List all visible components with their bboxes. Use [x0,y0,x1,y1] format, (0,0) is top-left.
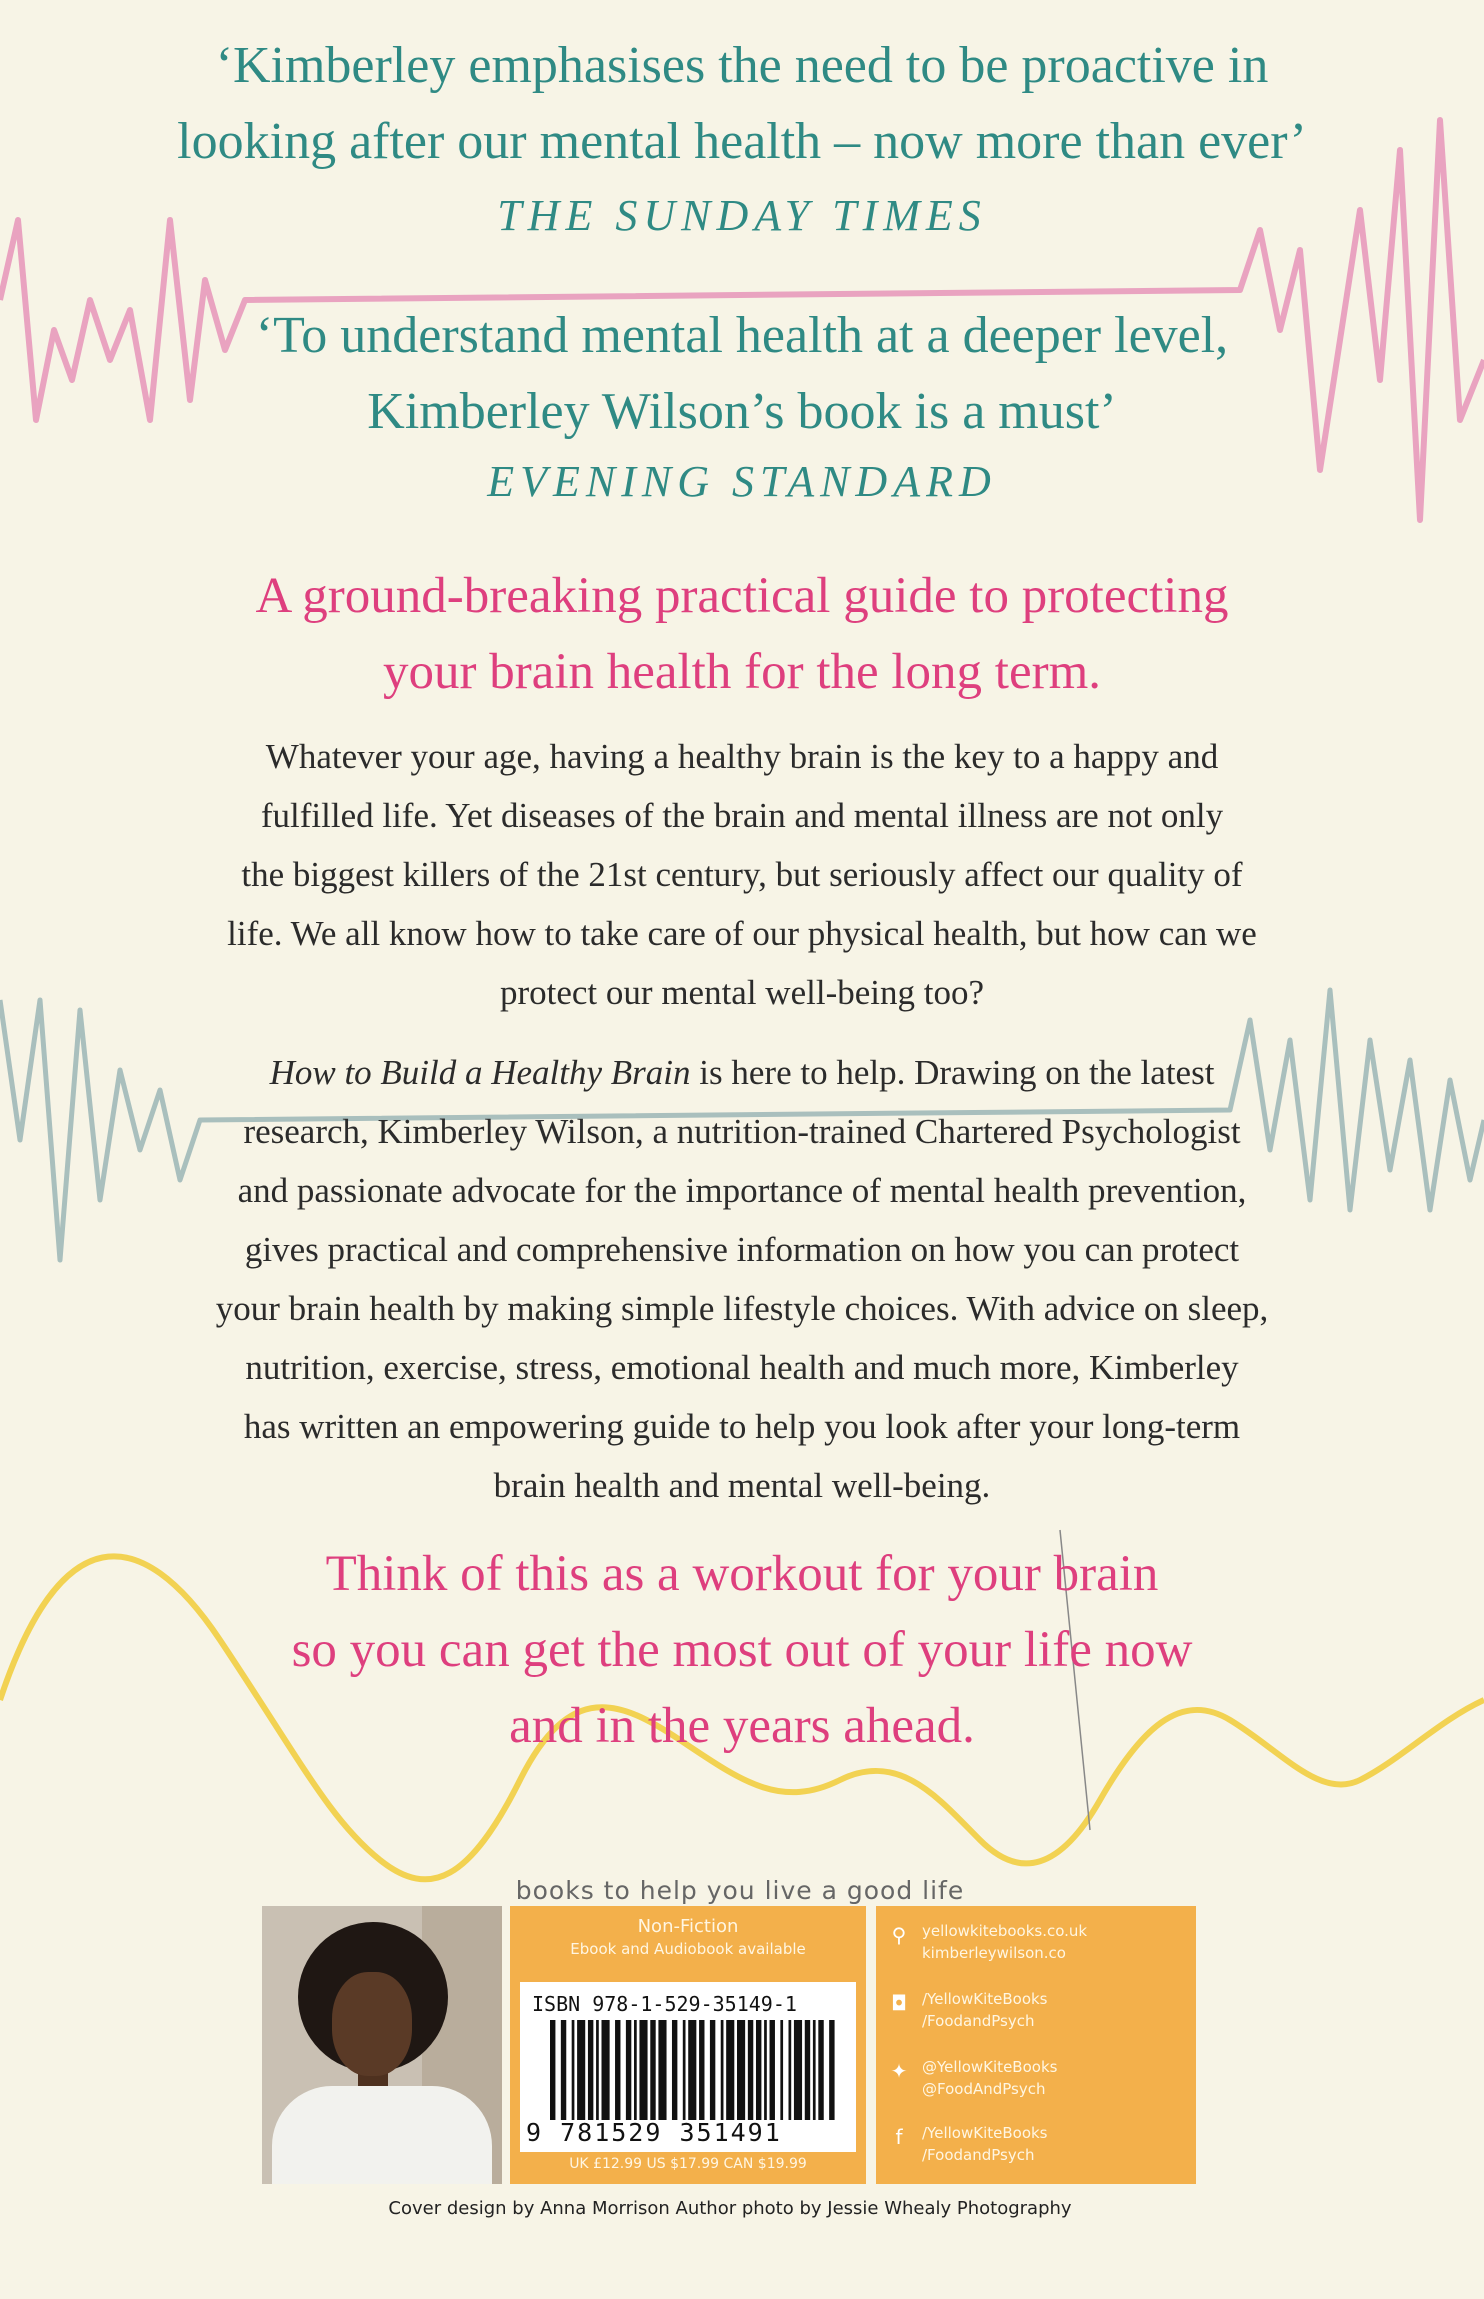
paragraph-1-line-5: protect our mental well-being too? [499,973,984,1012]
paragraph-1-line-1: Whatever your age, having a healthy brain is the key to a happy and [265,737,1219,776]
barcode-bar [726,2020,734,2120]
paragraph-2-line-5: your brain health by making simple lifestyle choices. With advice on sleep, [215,1289,1269,1328]
price-line: UK £12.99 US $17.99 CAN $19.99 [569,2156,807,2172]
barcode-bar [550,2020,555,2120]
barcode-bar [813,2020,816,2120]
barcode-bar [650,2020,655,2120]
barcode-bar [639,2020,647,2120]
author-photo [262,1906,502,2184]
closing-line-1: Think of this as a workout for your brain [325,1546,1159,1602]
paragraph-2-line-2: research, Kimberley Wilson, a nutrition-trained Chartered Psychologist [243,1112,1241,1151]
closing-line-2: so you can get the most out of your life now [291,1622,1193,1678]
headline-line-1: A ground-breaking practical guide to protecting [255,568,1229,624]
paragraph-1-line-2: fulfilled life. Yet diseases of the brain and mental illness are not only [260,796,1224,835]
barcode-bar [780,2020,783,2120]
quote-source-sunday-times: THE SUNDAY TIMES [497,191,987,240]
social-row-instagram [888,1988,1188,2044]
paragraph-2-line-1-rest: is here to help. Drawing on the latest [690,1053,1215,1092]
facebook-icon: f [895,2125,903,2149]
paragraph-2-line-8: brain health and mental well-being. [493,1466,991,1505]
barcode-bar [748,2020,753,2120]
paragraph-2-line-3: and passionate advocate for the importance of mental health prevention, [237,1171,1247,1210]
category-label: Non-Fiction [637,1916,739,1937]
instagram-icon: ◘ [891,1991,907,2015]
quote-evening-standard-line-2: Kimberley Wilson’s book is a must’ [367,383,1117,440]
isbn-panel [510,1906,866,2184]
barcode-bar [588,2020,593,2120]
barcode-bar [634,2020,637,2120]
barcode-bar [658,2020,666,2120]
barcode-bar [577,2020,585,2120]
barcode-bar [561,2020,566,2120]
barcode-bar [805,2020,810,2120]
barcode-bar [818,2020,823,2120]
twitter-handle-2[interactable]: @FoodAndPsych [922,2080,1046,2098]
barcode-bar [794,2020,802,2120]
barcode-bar [789,2020,792,2120]
barcode-bar [572,2020,575,2120]
facebook-handle-1[interactable]: /YellowKiteBooks [922,2124,1048,2142]
barcode-bar [615,2020,620,2120]
photo-shirt [272,2086,492,2184]
closing-line-3: and in the years ahead. [509,1698,975,1754]
quote-sunday-times-line-2: looking after our mental health – now more than ever’ [177,113,1307,170]
barcode-bar [770,2020,775,2120]
barcode-bar [596,2020,599,2120]
cover-credits: Cover design by Anna Morrison Author photo by Jessie Whealy Photography [388,2198,1072,2219]
social-row-facebook [888,2122,1188,2178]
social-row-website [888,1920,1188,1976]
barcode-bar [672,2020,677,2120]
paragraph-2-line-4: gives practical and comprehensive information on how you can protect [244,1230,1240,1269]
facebook-handle-2[interactable]: /FoodandPsych [922,2146,1035,2164]
paragraph-1-line-3: the biggest killers of the 21st century, but seriously affect our quality of [241,855,1243,894]
barcode-bar [710,2020,715,2120]
barcode-bar [688,2020,696,2120]
barcode-bar [602,2020,610,2120]
paragraph-2-line-6: nutrition, exercise, stress, emotional health and much more, Kimberley [245,1348,1239,1387]
social-row-twitter [888,2056,1188,2112]
barcode-bar [737,2020,745,2120]
headline-line-2: your brain health for the long term. [382,644,1102,700]
twitter-icon: ✦ [890,2059,908,2083]
barcode-bar [699,2020,704,2120]
quote-source-evening-standard: EVENING STANDARD [487,457,997,506]
barcode-bar [764,2020,767,2120]
paragraph-2-line-7: has written an empowering guide to help you look after your long-term [243,1407,1241,1446]
barcode-bar [626,2020,631,2120]
barcode-bar [683,2020,686,2120]
photo-face [332,1972,412,2076]
barcode [550,2020,840,2120]
quote-evening-standard-line-1: ‘To understand mental health at a deeper level, [255,307,1229,364]
location-icon: ⚲ [891,1923,907,1947]
instagram-handle-2[interactable]: /FoodandPsych [922,2012,1035,2030]
paragraph-1-line-4: life. We all know how to take care of our physical health, but how can we [227,914,1257,953]
paragraph-2-line-1 [110,1043,1374,1102]
quote-sunday-times-line-1: ‘Kimberley emphasises the need to be proactive in [215,37,1269,94]
barcode-box [520,1982,856,2152]
instagram-handle-1[interactable]: /YellowKiteBooks [922,1990,1048,2008]
barcode-bar [721,2020,724,2120]
barcode-bar [756,2020,761,2120]
book-title: How to Build a Healthy Brain [269,1053,691,1092]
website-link-1[interactable]: yellowkitebooks.co.uk [922,1922,1088,1940]
availability-label: Ebook and Audiobook available [570,1940,806,1958]
publisher-tagline: books to help you live a good life [515,1876,965,1905]
isbn-number: ISBN 978-1-529-35149-1 [532,1992,797,2016]
barcode-bar [829,2020,834,2120]
barcode-digits: 9 781529 351491 [526,2118,782,2147]
twitter-handle-1[interactable]: @YellowKiteBooks [922,2058,1058,2076]
website-link-2[interactable]: kimberleywilson.co [922,1944,1066,1962]
social-panel [876,1906,1196,2184]
